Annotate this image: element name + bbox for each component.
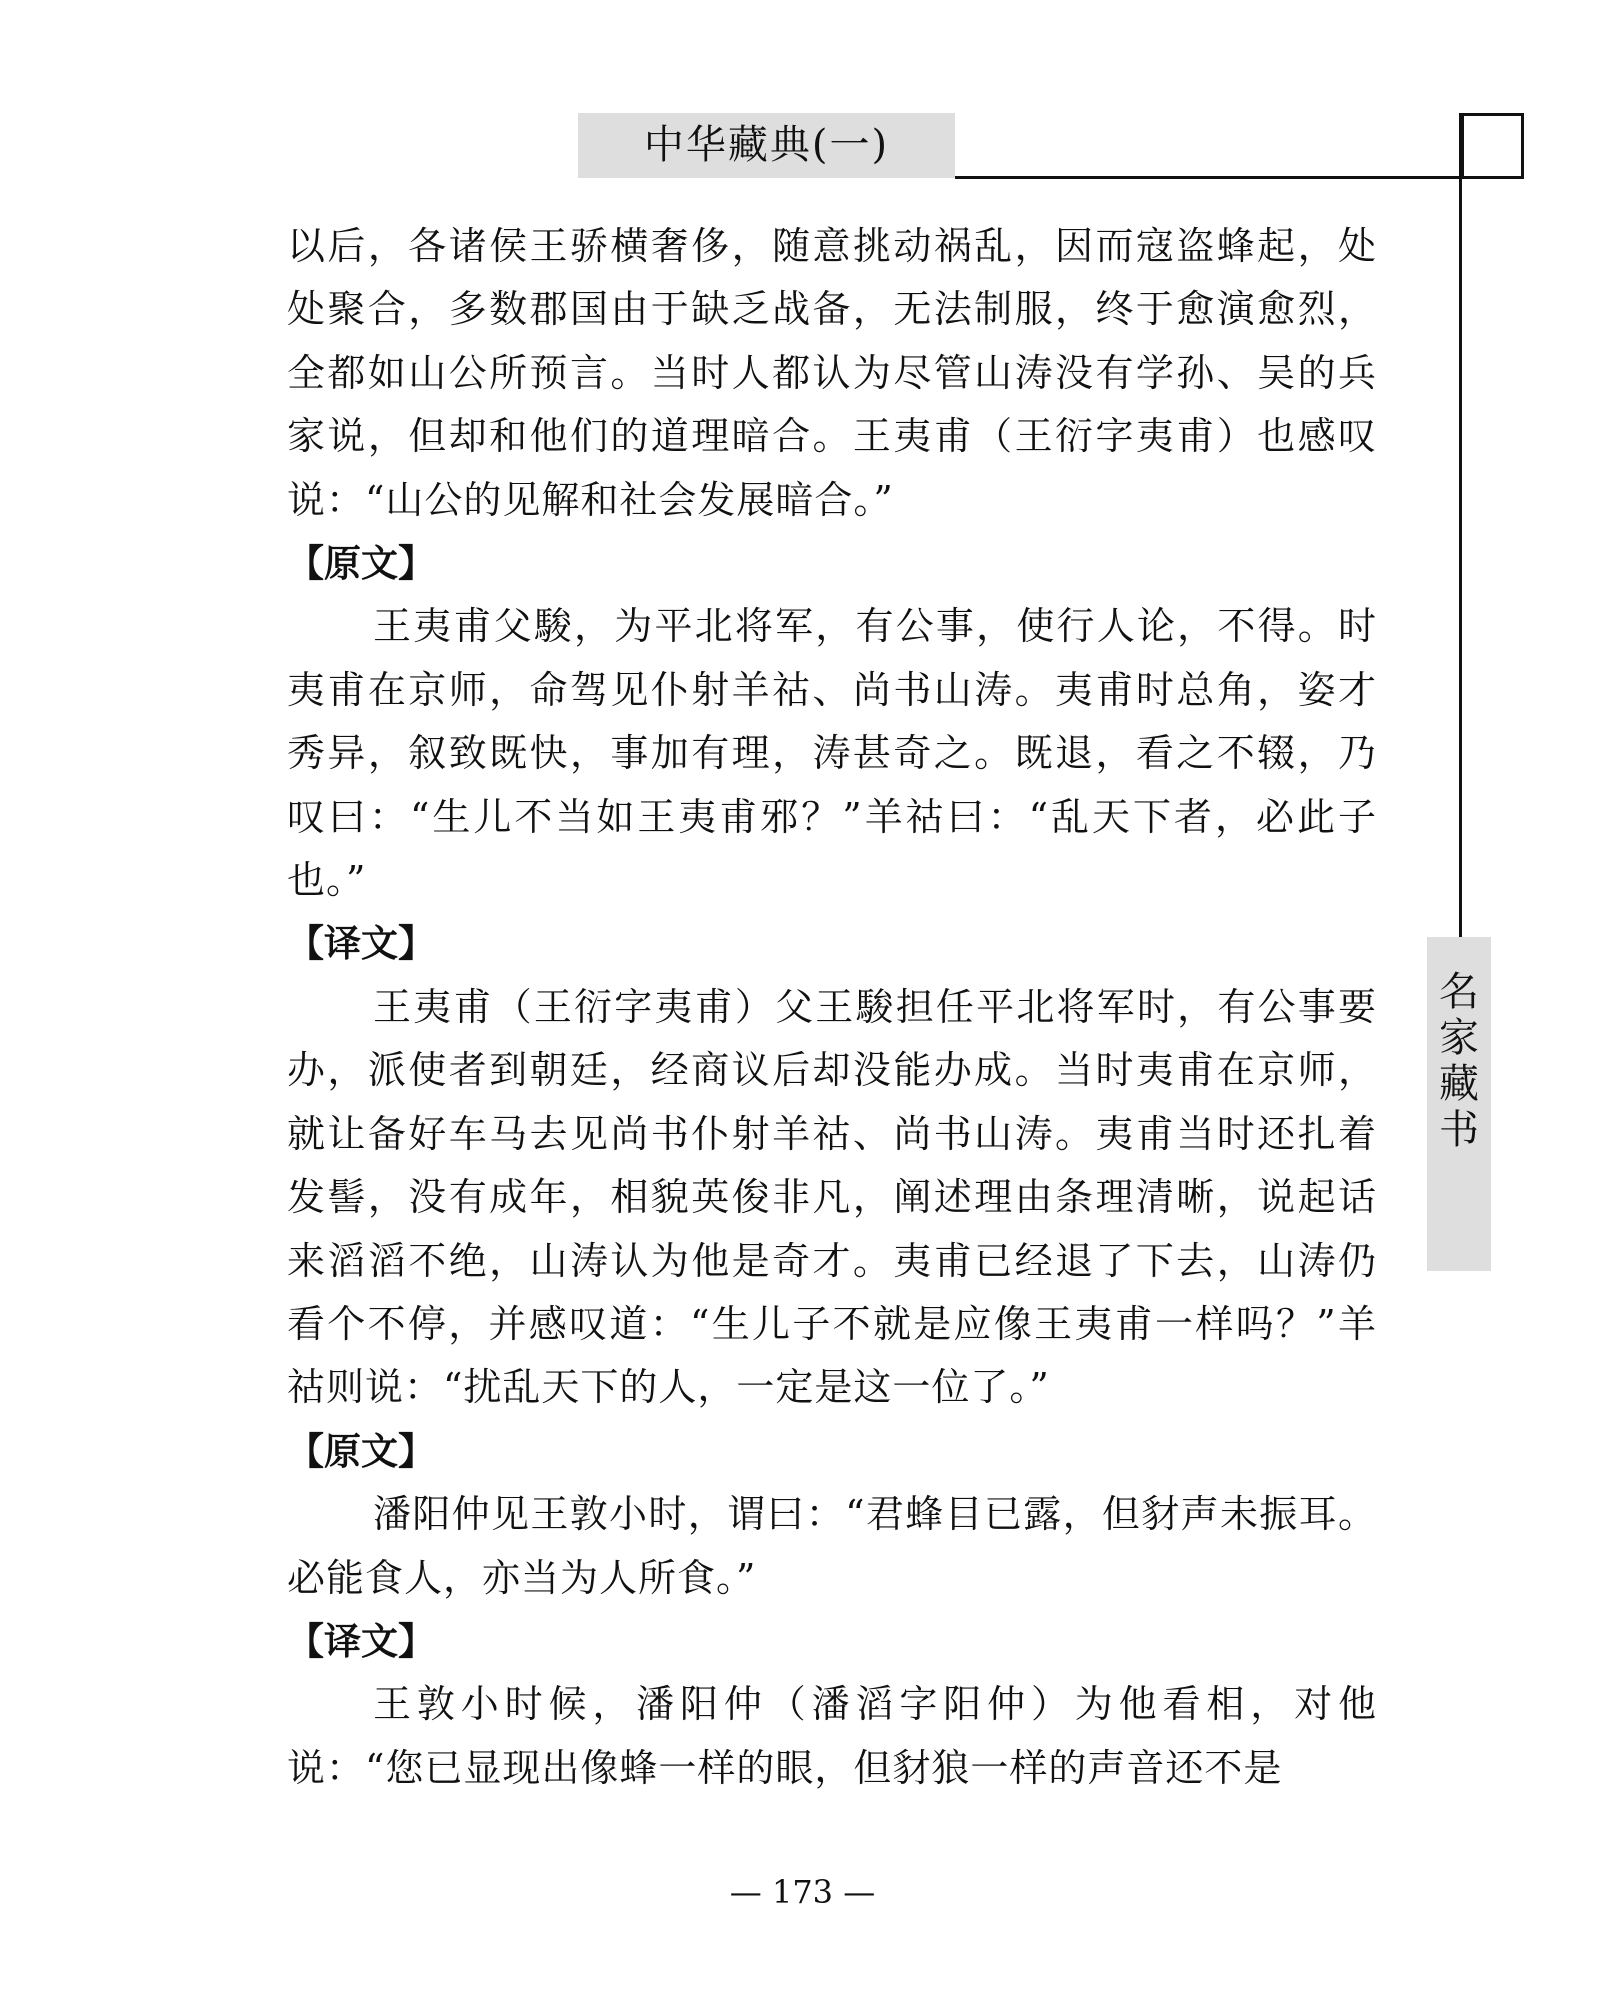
header-corner-box xyxy=(1461,113,1524,176)
paragraph-continued: 以后，各诸侯王骄横奢侈，随意挑动祸乱，因而寇盗蜂起，处处聚合，多数郡国由于缺乏战备，无法制服，终于愈演愈烈，全都如山公所预言。当时人都认为尽管山涛没有学孙、吴的兵家说，但却和他们的道理暗合。王夷甫（王衍字夷甫）也感叹说：“山公的见解和社会发展暗合。” xyxy=(287,224,1377,522)
paragraph-translation: 王敦小时候，潘阳仲（潘滔字阳仲）为他看相，对他说：“您已显现出像蜂一样的眼，但豺狼一样的声音还不是 xyxy=(287,1682,1377,1790)
paragraph-original: 王夷甫父駿，为平北将军，有公事，使行人论，不得。时夷甫在京师，命驾见仆射羊祜、尚书山涛。夷甫时总角，姿才秀异，叙致既快，事加有理，涛甚奇之。既退，看之不辍，乃叹曰：“生儿不当如王夷甫邪？”羊祜曰：“乱天下者，必此子也。” xyxy=(287,604,1377,903)
running-header-title: 中华藏典(一) xyxy=(578,113,955,178)
page-number: — 173 — xyxy=(729,1873,876,1911)
section-tag-translation: 【译文】 xyxy=(287,1619,435,1663)
side-section-tab xyxy=(1427,937,1491,1271)
section-tag-original: 【原文】 xyxy=(287,1429,435,1473)
header-rule xyxy=(955,176,1524,179)
section-tag-translation: 【译文】 xyxy=(287,922,435,966)
paragraph-translation: 王夷甫（王衍字夷甫）父王駿担任平北将军时，有公事要办，派使者到朝廷，经商议后却没能办成。当时夷甫在京师，就让备好车马去见尚书仆射羊祜、尚书山涛。夷甫当时还扎着发髻，没有成年，相貌英俊非凡，阐述理由条理清晰，说起话来滔滔不绝，山涛认为他是奇才。夷甫已经退了下去，山涛仍看个不停，并感叹道：“生儿子不就是应像王夷甫一样吗？”羊祜则说：“扰乱天下的人，一定是这一位了。” xyxy=(287,984,1377,1410)
margin-vertical-rule xyxy=(1459,113,1462,937)
side-tab-char: 藏 xyxy=(1439,1061,1479,1107)
page-body xyxy=(287,215,1377,1800)
paragraph-original: 潘阳仲见王敦小时，谓曰：“君蜂目已露，但豺声未振耳。必能食人，亦当为人所食。” xyxy=(287,1492,1377,1600)
section-tag-original: 【原文】 xyxy=(287,542,435,586)
side-tab-char: 书 xyxy=(1439,1107,1479,1153)
side-tab-char: 名 xyxy=(1439,969,1479,1015)
side-tab-char: 家 xyxy=(1439,1015,1479,1061)
